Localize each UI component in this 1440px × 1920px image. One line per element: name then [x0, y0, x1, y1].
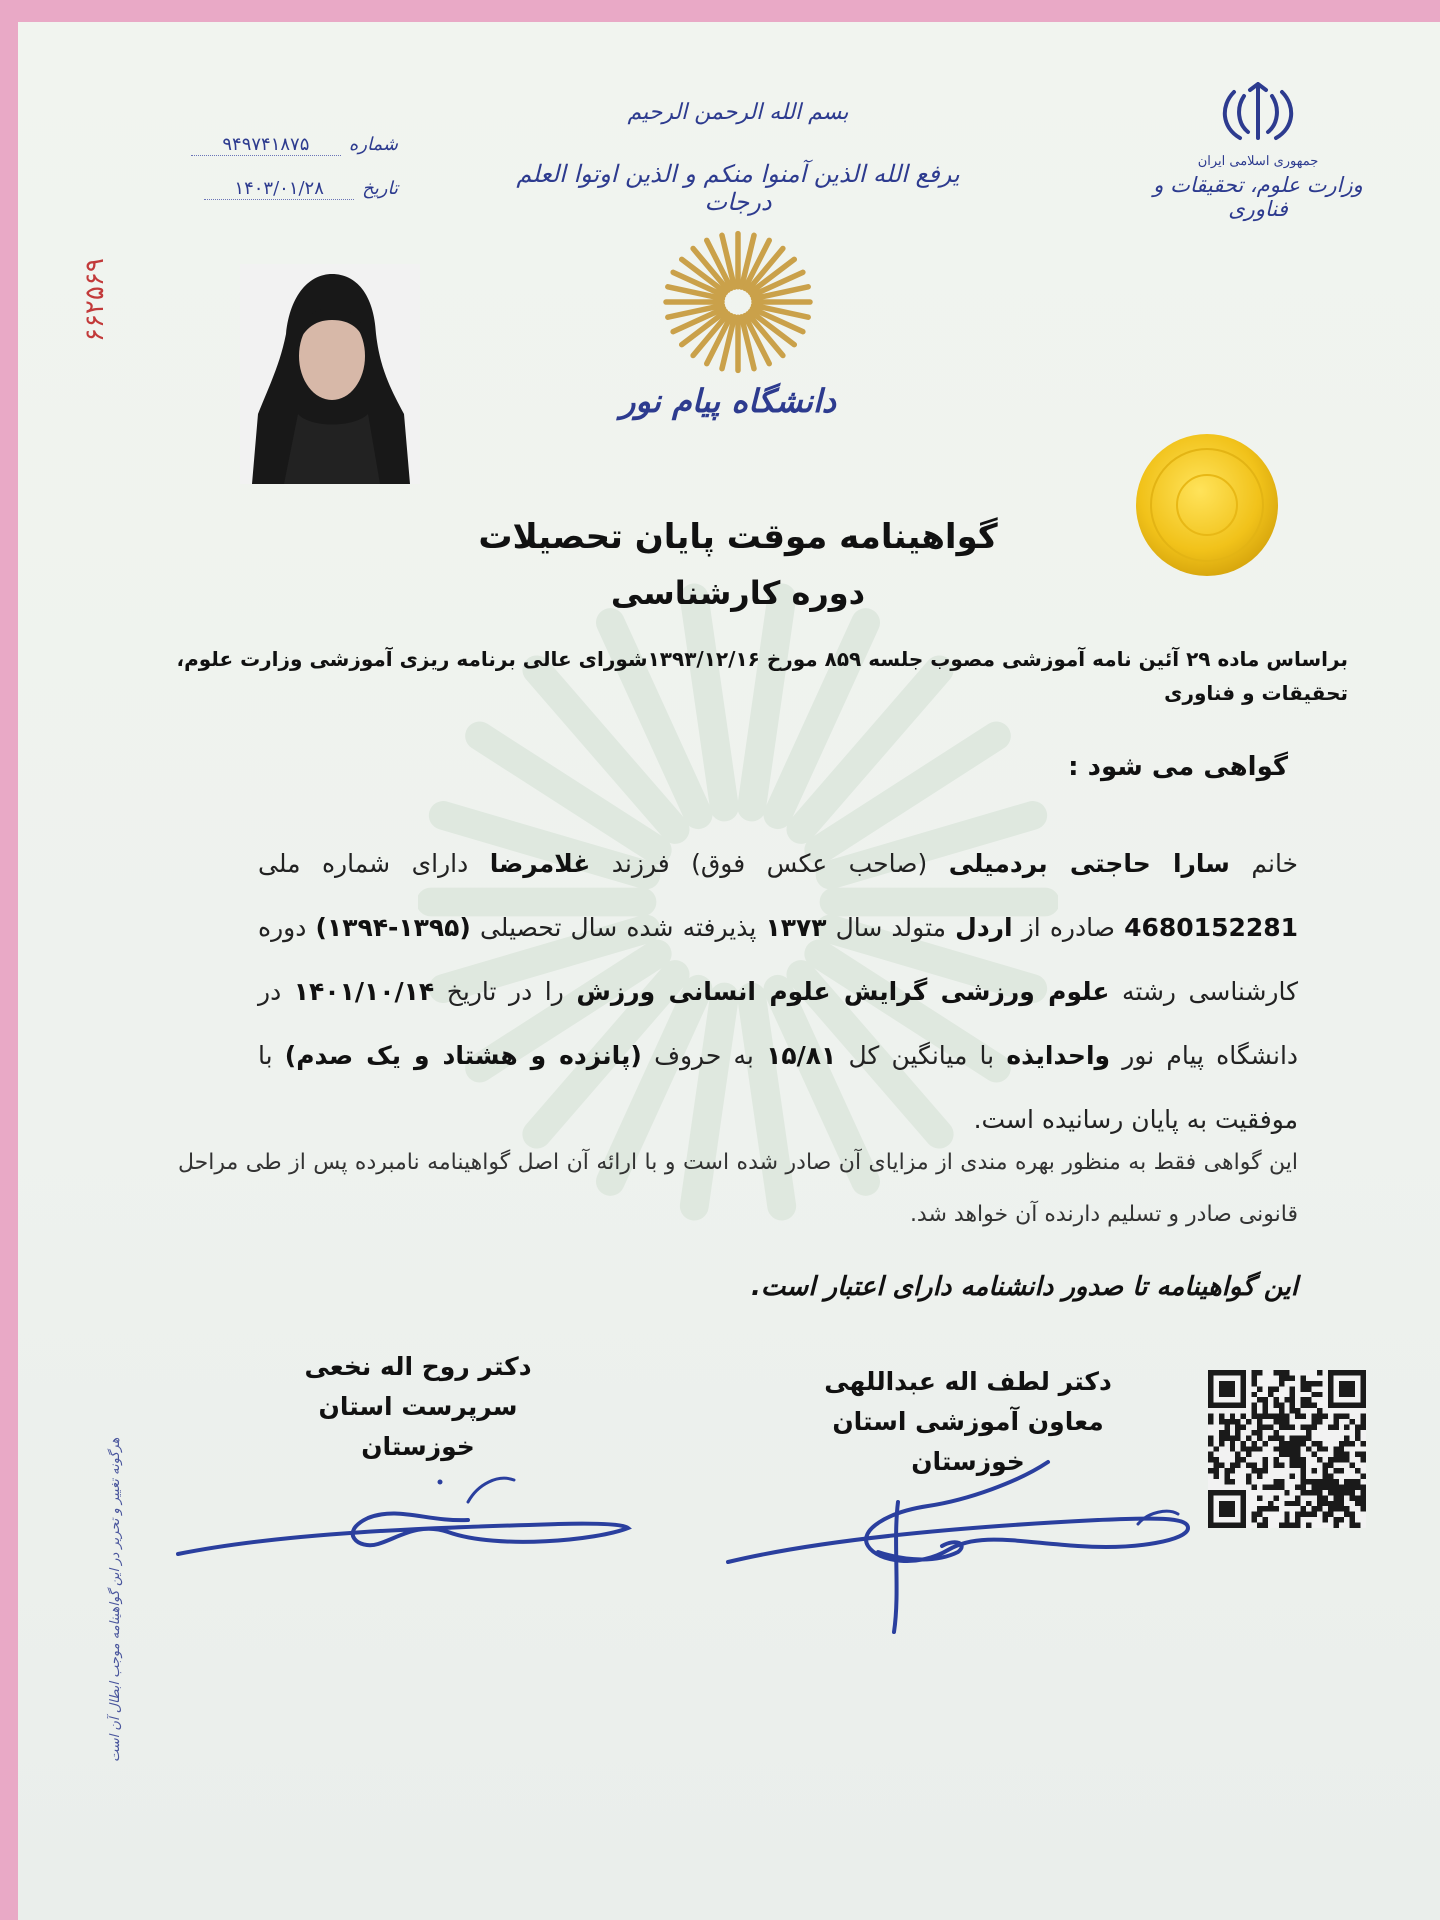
- iran-emblem-icon: [1216, 82, 1300, 144]
- serial-number: ۶۶۲۵۶۹: [80, 258, 110, 342]
- holder-name: سارا حاجتی بردمیلی: [948, 849, 1230, 878]
- p1-text-c: دارای شماره ملی: [258, 849, 469, 878]
- p1-text-k: به حروف: [654, 1041, 754, 1070]
- academic-year: (۱۳۹۵-۱۳۹۴): [315, 913, 471, 942]
- quran-verse: یرفع الله الذین آمنوا منکم و الذین اوتوا العلم درجات: [516, 160, 960, 216]
- ministry-block: [1138, 82, 1378, 221]
- certification-paragraph: [258, 832, 1298, 1152]
- date-row: [178, 178, 398, 222]
- national-id: 4680152281: [1124, 913, 1299, 942]
- birth-year: ۱۳۷۳: [765, 913, 827, 942]
- p1-text-j: با میانگین کل: [848, 1041, 995, 1070]
- legal-basis: براساس ماده ۲۹ آئین نامه آموزشی مصوب جلسه ۸۵۹ مورخ ۱۳۹۳/۱۲/۱۶شورای عالی برنامه ریزی آموزشی وزارت علوم، تحقیقات و فناوری: [176, 647, 1348, 705]
- document-subtitle: دوره کارشناسی: [610, 574, 866, 612]
- holder-photo: [240, 264, 420, 484]
- p1-text-l: با موفقیت به پایان رسانیده است.: [258, 1041, 1298, 1134]
- gpa: ۱۵/۸۱: [766, 1041, 837, 1070]
- document-title: گواهینامه موقت پایان تحصیلات: [478, 517, 998, 557]
- verification-qr-code[interactable]: [1208, 1370, 1366, 1528]
- date-value: ۱۴۰۳/۰۱/۲۸: [204, 178, 354, 200]
- certificate-paper: [18, 22, 1440, 1920]
- date-label: تاریخ: [362, 178, 398, 199]
- major: علوم ورزشی گرایش علوم انسانی ورزش: [576, 977, 1110, 1006]
- issue-place: اردل: [955, 913, 1013, 942]
- ministry-name: وزارت علوم، تحقیقات و فناوری: [1153, 173, 1363, 221]
- head-name: دکتر روح اله نخعی: [304, 1352, 532, 1381]
- basmala: بسم الله الرحمن الرحیم: [627, 100, 849, 125]
- validity-note: این گواهینامه تا صدور دانشنامه دارای اعتبار است.: [751, 1272, 1298, 1302]
- certify-heading: گواهی می شود :: [1068, 752, 1288, 782]
- reference-block: [178, 134, 398, 222]
- p1-text-a: خانم: [1251, 849, 1299, 878]
- head-role: سرپرست استان خوزستان: [318, 1392, 518, 1461]
- number-value: ۹۴۹۷۴۱۸۷۵: [191, 134, 341, 156]
- ministry-line1: جمهوری اسلامی ایران: [1197, 154, 1319, 169]
- p1-text-i: در دانشگاه پیام نور: [258, 977, 1299, 1070]
- number-label: شماره: [348, 134, 398, 155]
- deputy-name: دکتر لطف اله عبداللهی: [824, 1367, 1112, 1396]
- margin-note: هرگونه تغییر و تحریر در این گواهینامه موجب ابطال آن است: [108, 1437, 123, 1762]
- deputy-role: معاون آموزشی استان خوزستان: [832, 1407, 1104, 1476]
- university-name: دانشگاه پیام نور: [619, 382, 837, 420]
- usage-note: این گواهی فقط به منظور بهره مندی از مزایای آن صادر شده است و با ارائه آن اصل گواهینامه نامبرده پس از طی مراحل قانونی صادر و تسلیم دارنده آن خواهد شد.: [178, 1150, 1298, 1227]
- p1-text-h: را در تاریخ: [446, 977, 564, 1006]
- signature-head: [168, 1462, 638, 1582]
- graduation-date: ۱۴۰۱/۱۰/۱۴: [293, 977, 435, 1006]
- p1-text-d: صادره از: [1021, 913, 1115, 942]
- p1-text-b: (صاحب عکس فوق) فرزند: [611, 849, 928, 878]
- branch: واحدایذه: [1006, 1041, 1111, 1070]
- signature-deputy: [718, 1442, 1218, 1642]
- p1-text-e: متولد سال: [835, 913, 947, 942]
- number-row: [178, 134, 398, 178]
- p1-text-g: دوره کارشناسی رشته: [258, 913, 1299, 1006]
- signatory-head: [258, 1347, 578, 1467]
- father-name: غلامرضا: [489, 849, 591, 878]
- p1-text-f: پذیرفته شده سال تحصیلی: [479, 913, 757, 942]
- university-logo: [638, 227, 838, 377]
- gpa-in-words: (پانزده و هشتاد و یک صدم): [284, 1041, 642, 1070]
- gold-seal: [1134, 432, 1280, 578]
